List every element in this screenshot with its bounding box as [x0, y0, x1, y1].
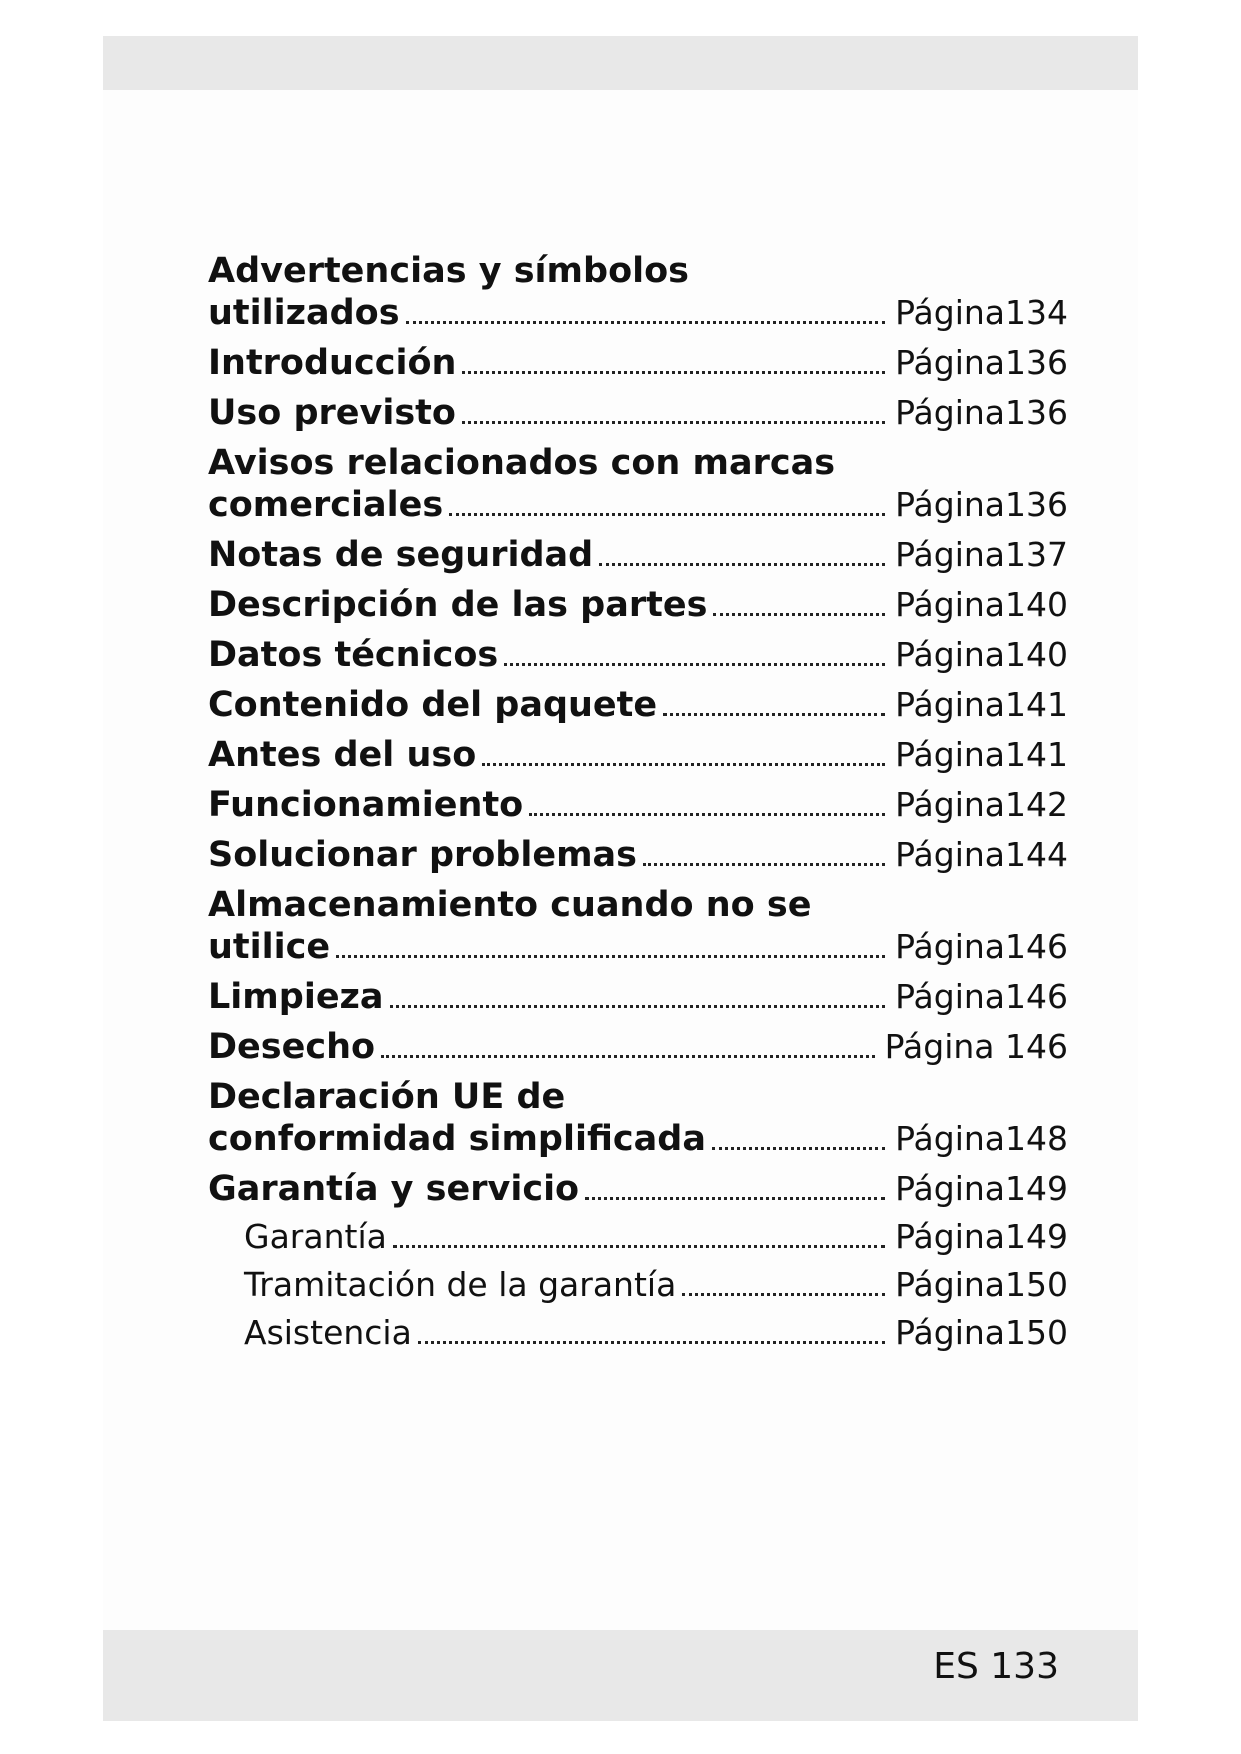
dot-leader [712, 1147, 885, 1150]
toc-page-ref: Página137 [895, 535, 1068, 574]
toc-entry-declaracion-ue[interactable] [208, 1076, 1068, 1160]
toc-entry-label: Garantía y servicio [208, 1169, 580, 1209]
toc-entry-label: Introducción [208, 343, 457, 383]
toc-entry-avisos-marcas[interactable] [208, 442, 1068, 526]
dot-leader [504, 663, 885, 666]
toc-page-ref: Página141 [895, 685, 1068, 724]
toc-entry-label: Contenido del paquete [208, 685, 658, 725]
toc-entry-label: Asistencia [244, 1313, 412, 1352]
toc-page-ref: Página146 [895, 977, 1068, 1016]
header-bar [103, 36, 1138, 90]
toc-page-ref: Página148 [895, 1119, 1068, 1158]
toc-entry-title: Advertencias y símbolos [208, 251, 689, 291]
toc-page-ref: Página136 [895, 485, 1068, 524]
dot-leader [599, 563, 885, 566]
toc-entry-contenido-paquete[interactable] [208, 684, 1068, 726]
toc-entry-title: Almacenamiento cuando no se [208, 885, 812, 925]
dot-leader [393, 1245, 885, 1248]
toc-subentry-asistencia[interactable] [208, 1312, 1068, 1354]
toc-entry-notas-seguridad[interactable] [208, 534, 1068, 576]
toc-page-ref: Página146 [895, 927, 1068, 966]
toc-entry-solucionar-problemas[interactable] [208, 834, 1068, 876]
toc-entry-label: Tramitación de la garantía [244, 1265, 677, 1304]
toc-page-ref: Página134 [895, 293, 1068, 332]
dot-leader [390, 1005, 886, 1008]
dot-leader [336, 955, 885, 958]
toc-page-ref: Página140 [895, 585, 1068, 624]
dot-leader [643, 863, 885, 866]
toc-entry-title: Declaración UE de [208, 1077, 566, 1117]
toc-page-ref: Página 146 [884, 1027, 1068, 1066]
toc-entry-introduccion[interactable] [208, 342, 1068, 384]
toc-entry-label: Uso previsto [208, 393, 456, 433]
toc-subentry-garantia[interactable] [208, 1216, 1068, 1258]
toc-page-ref: Página142 [895, 785, 1068, 824]
toc-entry-label: Limpieza [208, 977, 384, 1017]
toc-entry-funcionamiento[interactable] [208, 784, 1068, 826]
toc-page-ref: Página150 [895, 1313, 1068, 1352]
toc-page-ref: Página149 [895, 1169, 1068, 1208]
toc-page-ref: Página150 [895, 1265, 1068, 1304]
dot-leader [482, 763, 885, 766]
toc-entry-label: utilizados [208, 293, 400, 333]
dot-leader [449, 513, 885, 516]
toc-entry-datos-tecnicos[interactable] [208, 634, 1068, 676]
toc-page-ref: Página144 [895, 835, 1068, 874]
toc-entry-almacenamiento[interactable] [208, 884, 1068, 968]
toc-page-ref: Página149 [895, 1217, 1068, 1256]
toc-entry-label: Antes del uso [208, 735, 477, 775]
dot-leader [585, 1197, 885, 1200]
dot-leader [406, 321, 886, 324]
dot-leader [663, 713, 885, 716]
toc-entry-label: Datos técnicos [208, 635, 499, 675]
dot-leader [381, 1055, 875, 1058]
toc-entry-label: Garantía [244, 1217, 387, 1256]
page-number: ES 133 [933, 1646, 1059, 1687]
toc-entry-label: comerciales [208, 485, 444, 525]
toc-entry-limpieza[interactable] [208, 976, 1068, 1018]
dot-leader [462, 421, 885, 424]
toc-entry-descripcion-partes[interactable] [208, 584, 1068, 626]
toc-page-ref: Página141 [895, 735, 1068, 774]
dot-leader [682, 1293, 885, 1296]
toc-subentry-tramitacion[interactable] [208, 1264, 1068, 1306]
toc-entry-advertencias[interactable] [208, 250, 1068, 334]
dot-leader [713, 613, 885, 616]
toc-entry-uso-previsto[interactable] [208, 392, 1068, 434]
toc-entry-label: Funcionamiento [208, 785, 524, 825]
dot-leader [462, 371, 885, 374]
toc-entry-label: Descripción de las partes [208, 585, 708, 625]
toc-entry-label: Notas de seguridad [208, 535, 594, 575]
dot-leader [529, 813, 885, 816]
toc-page-ref: Página140 [895, 635, 1068, 674]
toc-entry-antes-uso[interactable] [208, 734, 1068, 776]
toc-entry-label: Solucionar problemas [208, 835, 638, 875]
toc-entry-title: Avisos relacionados con marcas [208, 443, 836, 483]
toc-entry-label: utilice [208, 927, 331, 967]
toc-page-ref: Página136 [895, 393, 1068, 432]
toc-entry-label: conformidad simplificada [208, 1119, 706, 1159]
dot-leader [418, 1341, 885, 1344]
toc-entry-garantia-servicio[interactable] [208, 1168, 1068, 1210]
toc-page-ref: Página136 [895, 343, 1068, 382]
toc-entry-desecho[interactable] [208, 1026, 1068, 1068]
table-of-contents [208, 250, 1068, 1354]
toc-entry-label: Desecho [208, 1027, 376, 1067]
